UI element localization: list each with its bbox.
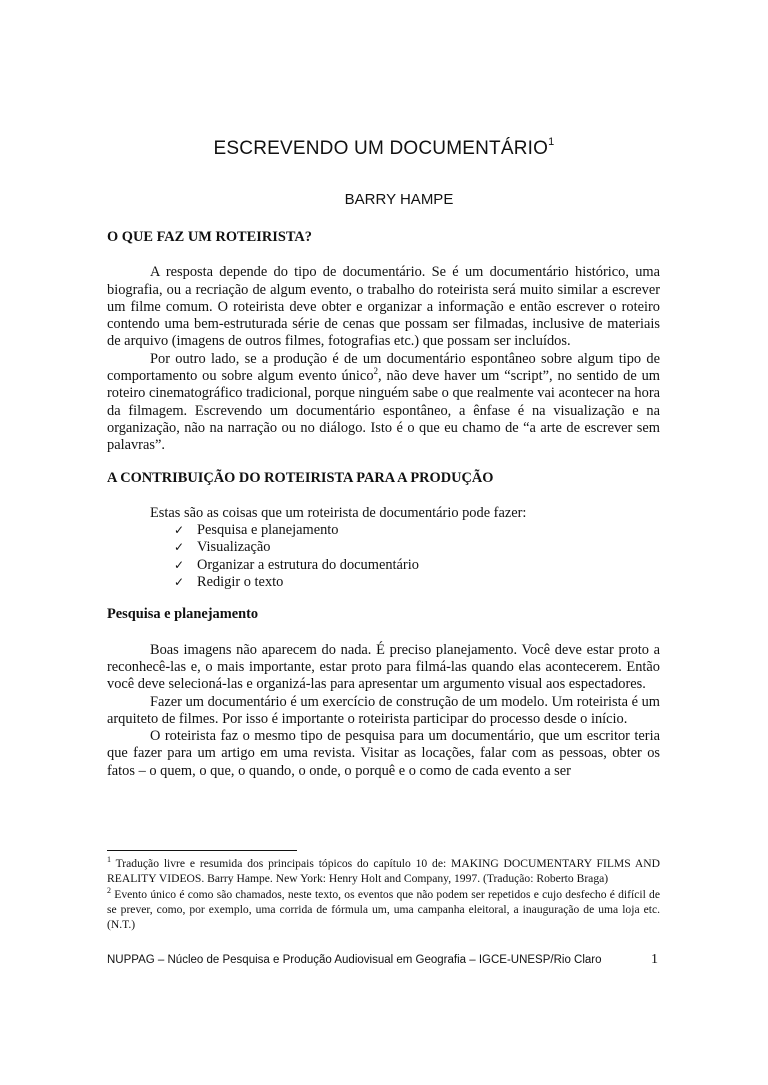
title-footnote-ref[interactable]: 1 bbox=[548, 136, 555, 148]
footnote-2 bbox=[107, 887, 660, 932]
checkmark-icon: ✓ bbox=[174, 523, 185, 538]
document-title bbox=[0, 136, 768, 160]
paragraph-text: , não deve haver um “script”, no sentido de um roteiro cinematográfico tradicional, porque ninguém sabe o que realmente vai acontecer na hora da filmagem. Escrevendo um documentário espontâneo, a ênfase é na visualização e na organização, não na narração ou no diálogo. Isto é o que eu chamo de “a arte de escrever sem palavras”. bbox=[107, 368, 660, 454]
footnote-text: Evento único é como são chamados, neste texto, os eventos que não podem ser repetidos e cujo desfecho é difícil de se prever, como, por exemplo, uma corrida de fórmula um, uma campanha eleitoral, a inauguração de uma loja etc. (N.T.) bbox=[107, 888, 660, 931]
paragraph bbox=[107, 351, 660, 455]
checkmark-icon: ✓ bbox=[174, 575, 185, 590]
list-item bbox=[174, 557, 660, 574]
paragraph: O roteirista faz o mesmo tipo de pesquisa para um documentário, que um escritor teria que fazer para um artigo em uma revista. Visitar as locações, falar com as pessoas, obter os fatos – o quem, o que, o quando, o onde, o porquê e o como de cada evento a ser bbox=[107, 728, 660, 779]
footer-text: NUPPAG – Núcleo de Pesquisa e Produção Audiovisual em Geografia – IGCE-UNESP/Rio Claro bbox=[107, 954, 602, 966]
footnote-mark: 1 bbox=[107, 855, 111, 864]
list-item-text: Pesquisa e planejamento bbox=[197, 522, 339, 539]
paragraph: Fazer um documentário é um exercício de construção de um modelo. Um roteirista é um arquiteto de filmes. Por isso é importante o roteirista participar do processo desde o início. bbox=[107, 693, 660, 727]
checklist bbox=[107, 522, 660, 591]
list-item-text: Redigir o texto bbox=[197, 574, 284, 591]
title-text: ESCREVENDO UM DOCUMENTÁRIO bbox=[213, 138, 549, 159]
section-heading-pesquisa: Pesquisa e planejamento bbox=[107, 606, 259, 623]
section-heading-roteirista: O QUE FAZ UM ROTEIRISTA? bbox=[107, 229, 312, 245]
list-item bbox=[174, 574, 660, 591]
paragraph-text: Por outro lado, se a produção é de um documentário espontâneo sobre algum tipo de comportamento ou sobre algum evento único bbox=[107, 350, 660, 385]
page-number: 1 bbox=[651, 952, 658, 967]
list-item bbox=[174, 522, 660, 539]
footnote-1 bbox=[107, 856, 660, 886]
checkmark-icon: ✓ bbox=[174, 557, 185, 572]
checkmark-icon: ✓ bbox=[174, 540, 185, 555]
footnote-text: Tradução livre e resumida dos principais tópicos do capítulo 10 de: MAKING DOCUMENTARY FILMS AND REALITY VIDEOS. Barry Hampe. New York: Henry Holt and Company, 1997. (Tradução: Roberto Braga) bbox=[107, 857, 660, 885]
page-footer bbox=[107, 952, 660, 968]
list-intro: Estas são as coisas que um roteirista de documentário pode fazer: bbox=[150, 504, 527, 521]
section-heading-contribuicao: A CONTRIBUIÇÃO DO ROTEIRISTA PARA A PRODUÇÃO bbox=[107, 469, 494, 486]
paragraph: A resposta depende do tipo de documentário. Se é um documentário histórico, uma biografia, ou a recriação de algum evento, o trabalho do roteirista será muito similar a escrever um filme comum. O roteirista deve obter e organizar a informação e então escrever o roteiro contendo uma bem-estruturada série de cenas que possam ser filmadas, inclusive de materiais de arquivo (imagens de outros filmes, fotografias etc.) que possam ser incluídos. bbox=[107, 264, 660, 350]
footnote-divider bbox=[107, 850, 297, 851]
document-author: BARRY HAMPE bbox=[344, 191, 454, 208]
footnotes bbox=[107, 856, 660, 933]
list-item-text: Organizar a estrutura do documentário bbox=[197, 556, 419, 573]
list-item-text: Visualização bbox=[197, 539, 271, 556]
document-body bbox=[107, 229, 660, 780]
list-item bbox=[174, 539, 660, 556]
footnote-ref-2[interactable]: 2 bbox=[373, 366, 379, 377]
paragraph: Boas imagens não aparecem do nada. É preciso planejamento. Você deve estar proto a reconhecê-las e, o mais importante, estar proto para filmá-las quando elas acontecerem. Então você deve selecioná-las e organizá-las para apresentar um argumento visual aos espectadores. bbox=[107, 641, 660, 693]
footnote-mark: 2 bbox=[107, 886, 111, 895]
